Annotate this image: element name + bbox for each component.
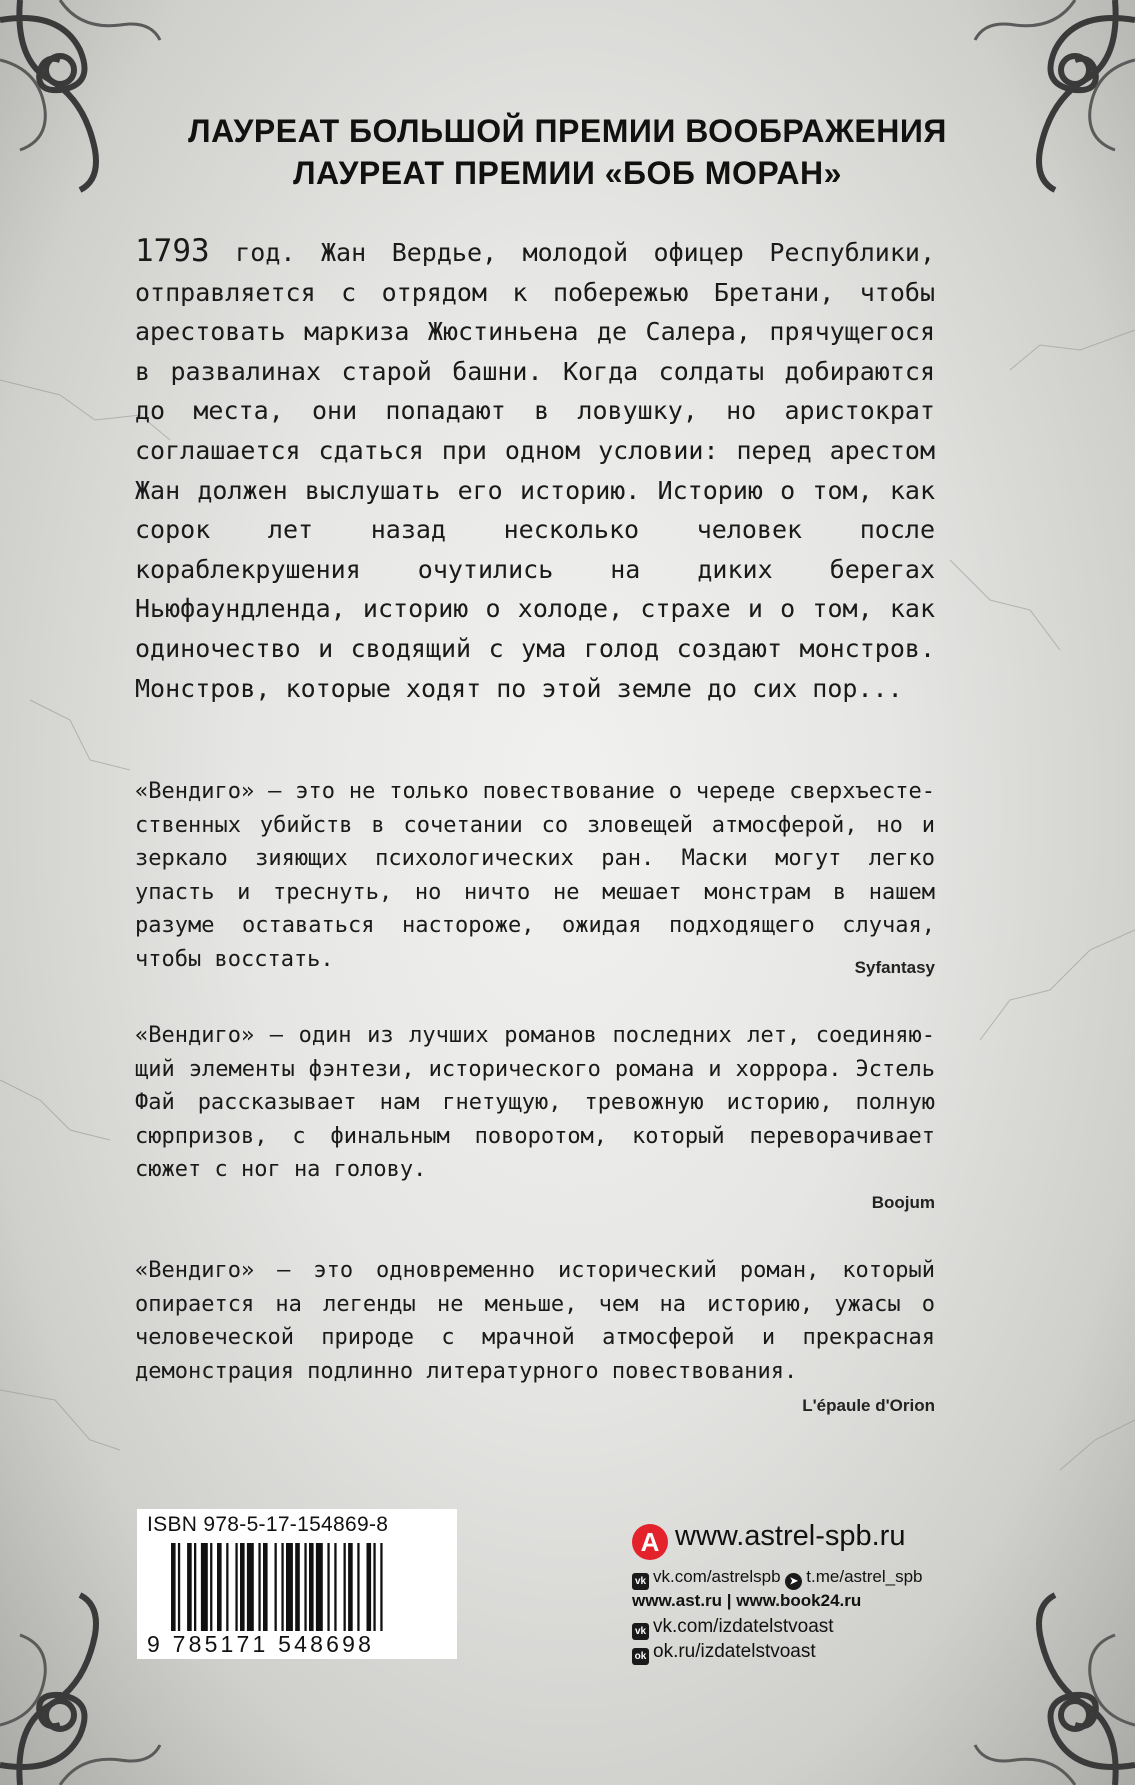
award-line-2: ЛАУРЕАТ ПРЕМИИ «БОБ МОРАН» xyxy=(293,155,842,191)
vk-icon: vk xyxy=(632,1623,649,1640)
odnoklassniki-icon: ok xyxy=(632,1648,649,1665)
barcode xyxy=(137,1509,457,1659)
review-source: Syfantasy xyxy=(854,958,935,977)
synopsis-year: 1793 xyxy=(135,233,210,269)
social-links-row xyxy=(632,1567,923,1590)
review-text: «Вендиго» — это не только повествование о череде сверхъестественных убийств в сочетании со зловещей атмосферой, но и зеркало зияющих психологических ран. Маски могут легко упасть и треснуть, но ничто не мешает монстрам в нашем разуме оставаться настороже, ожидая подходящего случая, чтобы восстать. xyxy=(135,779,935,972)
telegram-link[interactable]: t.me/astrel_spb xyxy=(806,1567,923,1586)
barcode-bars-icon xyxy=(171,1543,441,1631)
review-source: Boojum xyxy=(871,1193,935,1212)
isbn-number: ISBN 978-5-17-154869-8 xyxy=(147,1513,389,1536)
ok-ast-row xyxy=(632,1641,816,1665)
vk-ast-row xyxy=(632,1616,834,1640)
vk-icon: vk xyxy=(632,1573,649,1590)
corner-ornament-icon xyxy=(935,1585,1135,1785)
ast-websites-link[interactable]: www.ast.ru | www.book24.ru xyxy=(632,1591,862,1610)
barcode-digits: 9 785171 548698 xyxy=(147,1631,375,1657)
publisher-website-link[interactable]: www.astrel-spb.ru xyxy=(675,1520,906,1552)
synopsis xyxy=(135,232,935,708)
award-line-1: ЛАУРЕАТ БОЛЬШОЙ ПРЕМИИ ВООБРАЖЕНИЯ xyxy=(188,113,947,149)
review-text: «Вендиго» — один из лучших романов последних лет, соединяющий элементы фэнтези, исторического романа и хоррора. Эстель Фай рассказывает нам гнетущую, тревожную историю, полную сюрпризов, с финальным поворотом, который переворачивает сюжет с ног на голову. xyxy=(135,1023,935,1182)
review-source: L'épaule d'Orion xyxy=(802,1396,935,1415)
review-text: «Вендиго» – это одновременно исторический роман, который опирается на легенды не меньше, чем на историю, ужасы о человеческой природе с мрачной атмосферой и прекрасная демонстрация подлинно литературного повествования. xyxy=(135,1258,935,1384)
astrel-logo-icon: A xyxy=(632,1524,668,1560)
ok-ast-link[interactable]: ok.ru/izdatelstvoast xyxy=(653,1641,816,1662)
synopsis-text: год. Жан Вердье, молодой офицер Республики, отправляется с отрядом к побережью Бретани, чтобы арестовать маркиза Жюстиньена де Салера, прячущегося в развалинах старой башни. Когда солдаты добираются до места, они попадают в ловушку, но аристократ соглашается сдаться при одном условии: перед арестом Жан должен выслушать его историю. Историю о том, как сорок лет назад несколько человек после кораблекрушения очутились на диких берегах Ньюфаундленда, историю о холоде, страхе и о том, как одиночество и сводящий с ума голод создают монстров. Монстров, которые ходят по этой земле до сих пор... xyxy=(135,238,935,703)
vk-astrel-link[interactable]: vk.com/astrelspb xyxy=(653,1567,781,1586)
telegram-icon: ➤ xyxy=(785,1573,802,1590)
vk-ast-link[interactable]: vk.com/izdatelstvoast xyxy=(653,1616,834,1637)
